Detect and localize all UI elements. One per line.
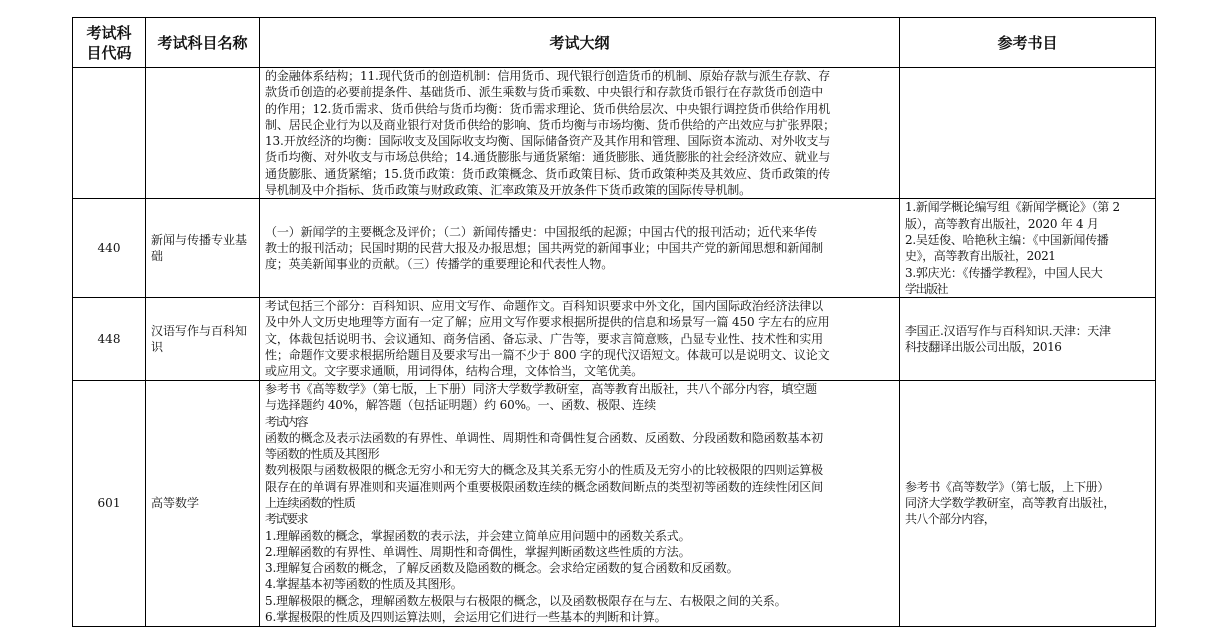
- reference-books: [900, 199, 1156, 298]
- outline-line: 上连续函数的性质: [265, 495, 356, 510]
- outline-line: 制、居民企业行为以及商业银行对货币供给的影响、货币均衡与市场均衡、货币供给的产出效应与扩张界限；: [265, 117, 836, 132]
- book-line: 2.吴廷俊、哈艳秋主编：《中国新闻传播: [905, 232, 1109, 247]
- book-line: 同济大学数学教研室，高等教育出版社，: [905, 495, 1116, 510]
- outline-line: 文，体裁包括说明书、会议通知、商务信函、备忘录、广告等，要求言简意赅，凸显专业性、技术性和实用: [265, 331, 824, 346]
- outline-line: 2.理解函数的有界性、单调性、周期性和奇偶性，掌握判断函数这些性质的方法。: [265, 544, 691, 559]
- outline-line: 5.理解极限的概念，理解函数左极限与右极限的概念，以及函数极限存在与左、右极限之间的关系。: [265, 593, 787, 608]
- outline-line: 通货膨胀、通货紧缩；15.货币政策：货币政策概念、货币政策目标、货币政策种类及其效应、货币政策的传: [265, 166, 831, 181]
- header-code: [73, 18, 146, 68]
- outline-line: 6.掌握极限的性质及四则运算法则，会运用它们进行一些基本的判断和计算。: [265, 610, 667, 625]
- header-outline: 考试大纲: [260, 18, 900, 68]
- outline-line: 货币均衡、对外收支与市场总供给；14.通货膨胀与通货紧缩：通货膨胀、通货膨胀的社会经济效应、就业与: [265, 150, 831, 165]
- syllabus-table: [72, 17, 1156, 627]
- subject-code: 601: [73, 380, 146, 626]
- subject-name: [146, 68, 260, 199]
- header-books: 参考书目: [900, 18, 1156, 68]
- header-name: 考试科目名称: [146, 18, 260, 68]
- table-row: [73, 380, 1156, 626]
- outline-line: 及中外人文历史地理等方面有一定了解；应用文写作要求根据所提供的信息和场景写一篇 450 字左右的应用: [265, 315, 830, 330]
- outline-line: 考试包括三个部分：百科知识、应用文写作、命题作文。百科知识要求中外文化，国内国际政治经济法律以: [265, 299, 824, 314]
- book-line: 李国正.汉语写作与百科知识.天津：天津: [905, 323, 1111, 338]
- subject-name: 新闻与传播专业基础: [146, 199, 260, 298]
- book-line: 科技翻译出版公司出版，2016: [905, 339, 1062, 354]
- reference-books: [900, 298, 1156, 380]
- outline-line: 考试内容: [265, 414, 308, 429]
- subject-name: 高等数学: [146, 380, 260, 626]
- book-line: 1.新闻学概论编写组《新闻学概论》（第 2: [905, 200, 1120, 215]
- outline-line: 的金融体系结构；11.现代货币的创造机制：信用货币、现代银行创造货币的机制、原始存款与派生存款、存: [265, 69, 831, 83]
- outline-line: 的作用；12.货币需求、货币供给与货币均衡：货币需求理论、货币供给层次、中央银行调控货币供给作用机: [265, 101, 831, 116]
- header-code-text: 考试科目代码: [86, 23, 132, 62]
- book-line: 学出版社: [905, 281, 948, 296]
- reference-books: [900, 68, 1156, 199]
- outline-line: 导机制及中介指标、货币政策与财政政策、汇率政策及开放条件下货币政策的国际传导机制。: [265, 183, 752, 198]
- outline-line: 性；命题作文要求根据所给题目及要求写出一篇不少于 800 字的现代汉语短文。体裁可以是说明文、议论文: [265, 348, 830, 363]
- book-line: 史》，高等教育出版社，2021: [905, 249, 1056, 264]
- table-row: [73, 199, 1156, 298]
- outline-line: 4.掌握基本初等函数的性质及其图形。: [265, 577, 463, 592]
- exam-outline: [260, 298, 900, 380]
- book-line: 版），高等教育出版社，2020 年 4 月: [905, 216, 1099, 231]
- outline-line: 与选择题约 40%，解答题（包括证明题）约 60%。一、函数、极限、连续: [265, 398, 656, 413]
- subject-code: 440: [73, 199, 146, 298]
- outline-line: 函数的概念及表示法函数的有界性、单调性、周期性和奇偶性复合函数、反函数、分段函数和隐函数基本初: [265, 430, 824, 445]
- table-row: [73, 68, 1156, 199]
- subject-code: 448: [73, 298, 146, 380]
- outline-line: 参考书《高等数学》（第七版，上下册）同济大学数学教研室，高等教育出版社，共八个部分内容，填空题: [265, 381, 818, 396]
- outline-line: 3.理解复合函数的概念，了解反函数及隐函数的概念。会求给定函数的复合函数和反函数。: [265, 561, 739, 576]
- outline-line: 款货币创造的必要前提条件、基础货币、派生乘数与货币乘数、中央银行和存款货币银行在存款货币创造中: [265, 85, 824, 100]
- subject-name: 汉语写作与百科知识: [146, 298, 260, 380]
- book-line: 共八个部分内容，: [905, 512, 996, 527]
- outline-line: 数列极限与函数极限的概念无穷小和无穷大的概念及其关系无穷小的性质及无穷小的比较极限的四则运算极: [265, 463, 824, 478]
- outline-line: 教士的报刊活动；民国时期的民营大报及办报思想；国共两党的新闻事业；中国共产党的新闻思想和新闻制: [265, 241, 824, 256]
- outline-line: 或应用文。文字要求通顺，用词得体，结构合理，文体恰当，文笔优美。: [265, 364, 644, 379]
- subject-code: [73, 68, 146, 199]
- outline-line: 13.开放经济的均衡：国际收支及国际收支均衡、国际储备资产及其作用和管理、国际资本流动、对外收支与: [265, 134, 831, 149]
- exam-outline: [260, 380, 900, 626]
- outline-line: （一）新闻学的主要概念及评价；（二）新闻传播史：中国报纸的起源；中国古代的报刊活动；近代来华传: [265, 224, 818, 239]
- outline-line: 1.理解函数的概念，掌握函数的表示法，并会建立简单应用问题中的函数关系式。: [265, 528, 691, 543]
- outline-line: 等函数的性质及其图形: [265, 447, 380, 462]
- exam-outline: [260, 68, 900, 199]
- outline-line: 考试要求: [265, 512, 308, 527]
- exam-outline: [260, 199, 900, 298]
- table-row: [73, 298, 1156, 380]
- book-line: 3.郭庆光：《传播学教程》，中国人民大: [905, 265, 1103, 280]
- outline-line: 限存在的单调有界准则和夹逼准则两个重要极限函数连续的概念函数间断点的类型初等函数的连续性闭区间: [265, 479, 824, 494]
- book-line: 参考书《高等数学》（第七版，上下册）: [905, 479, 1110, 494]
- reference-books: [900, 380, 1156, 626]
- outline-line: 度；英美新闻事业的贡献。（三）传播学的重要理论和代表性人物。: [265, 257, 614, 272]
- header-row: [73, 18, 1156, 68]
